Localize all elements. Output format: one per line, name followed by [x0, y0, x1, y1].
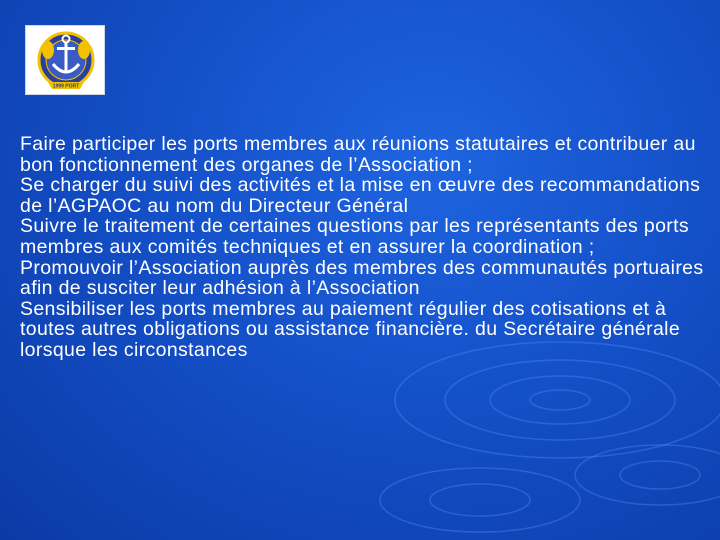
svg-text:1999 PORT: 1999 PORT: [52, 83, 80, 90]
paragraph-3: Suivre le traitement de certaines questions par les représentants des ports membres aux comités techniques et en assurer la coordination ;: [20, 215, 690, 258]
anchor-emblem-icon: [26, 26, 106, 96]
paragraph-4: Promouvoir l’Association auprès des membres des communautés portuaires afin de susciter leur adhésion à l’Association: [20, 256, 704, 300]
slide-body: [20, 134, 710, 361]
paragraph-5: Sensibiliser les ports membres au paiement régulier des cotisations et à toutes autres obligations ou assistance financière. du Secrétaire générale lorsque les circonstances: [20, 297, 681, 361]
association-logo: [25, 25, 105, 95]
paragraph-1: Faire participer les ports membres aux réunions statutaires et contribuer au bon fonctionnement des organes de l’Association ;: [20, 133, 696, 176]
paragraph-2: Se charger du suivi des activités et la mise en œuvre des recommandations de l’AGPAOC au nom du Directeur Général: [20, 174, 701, 217]
